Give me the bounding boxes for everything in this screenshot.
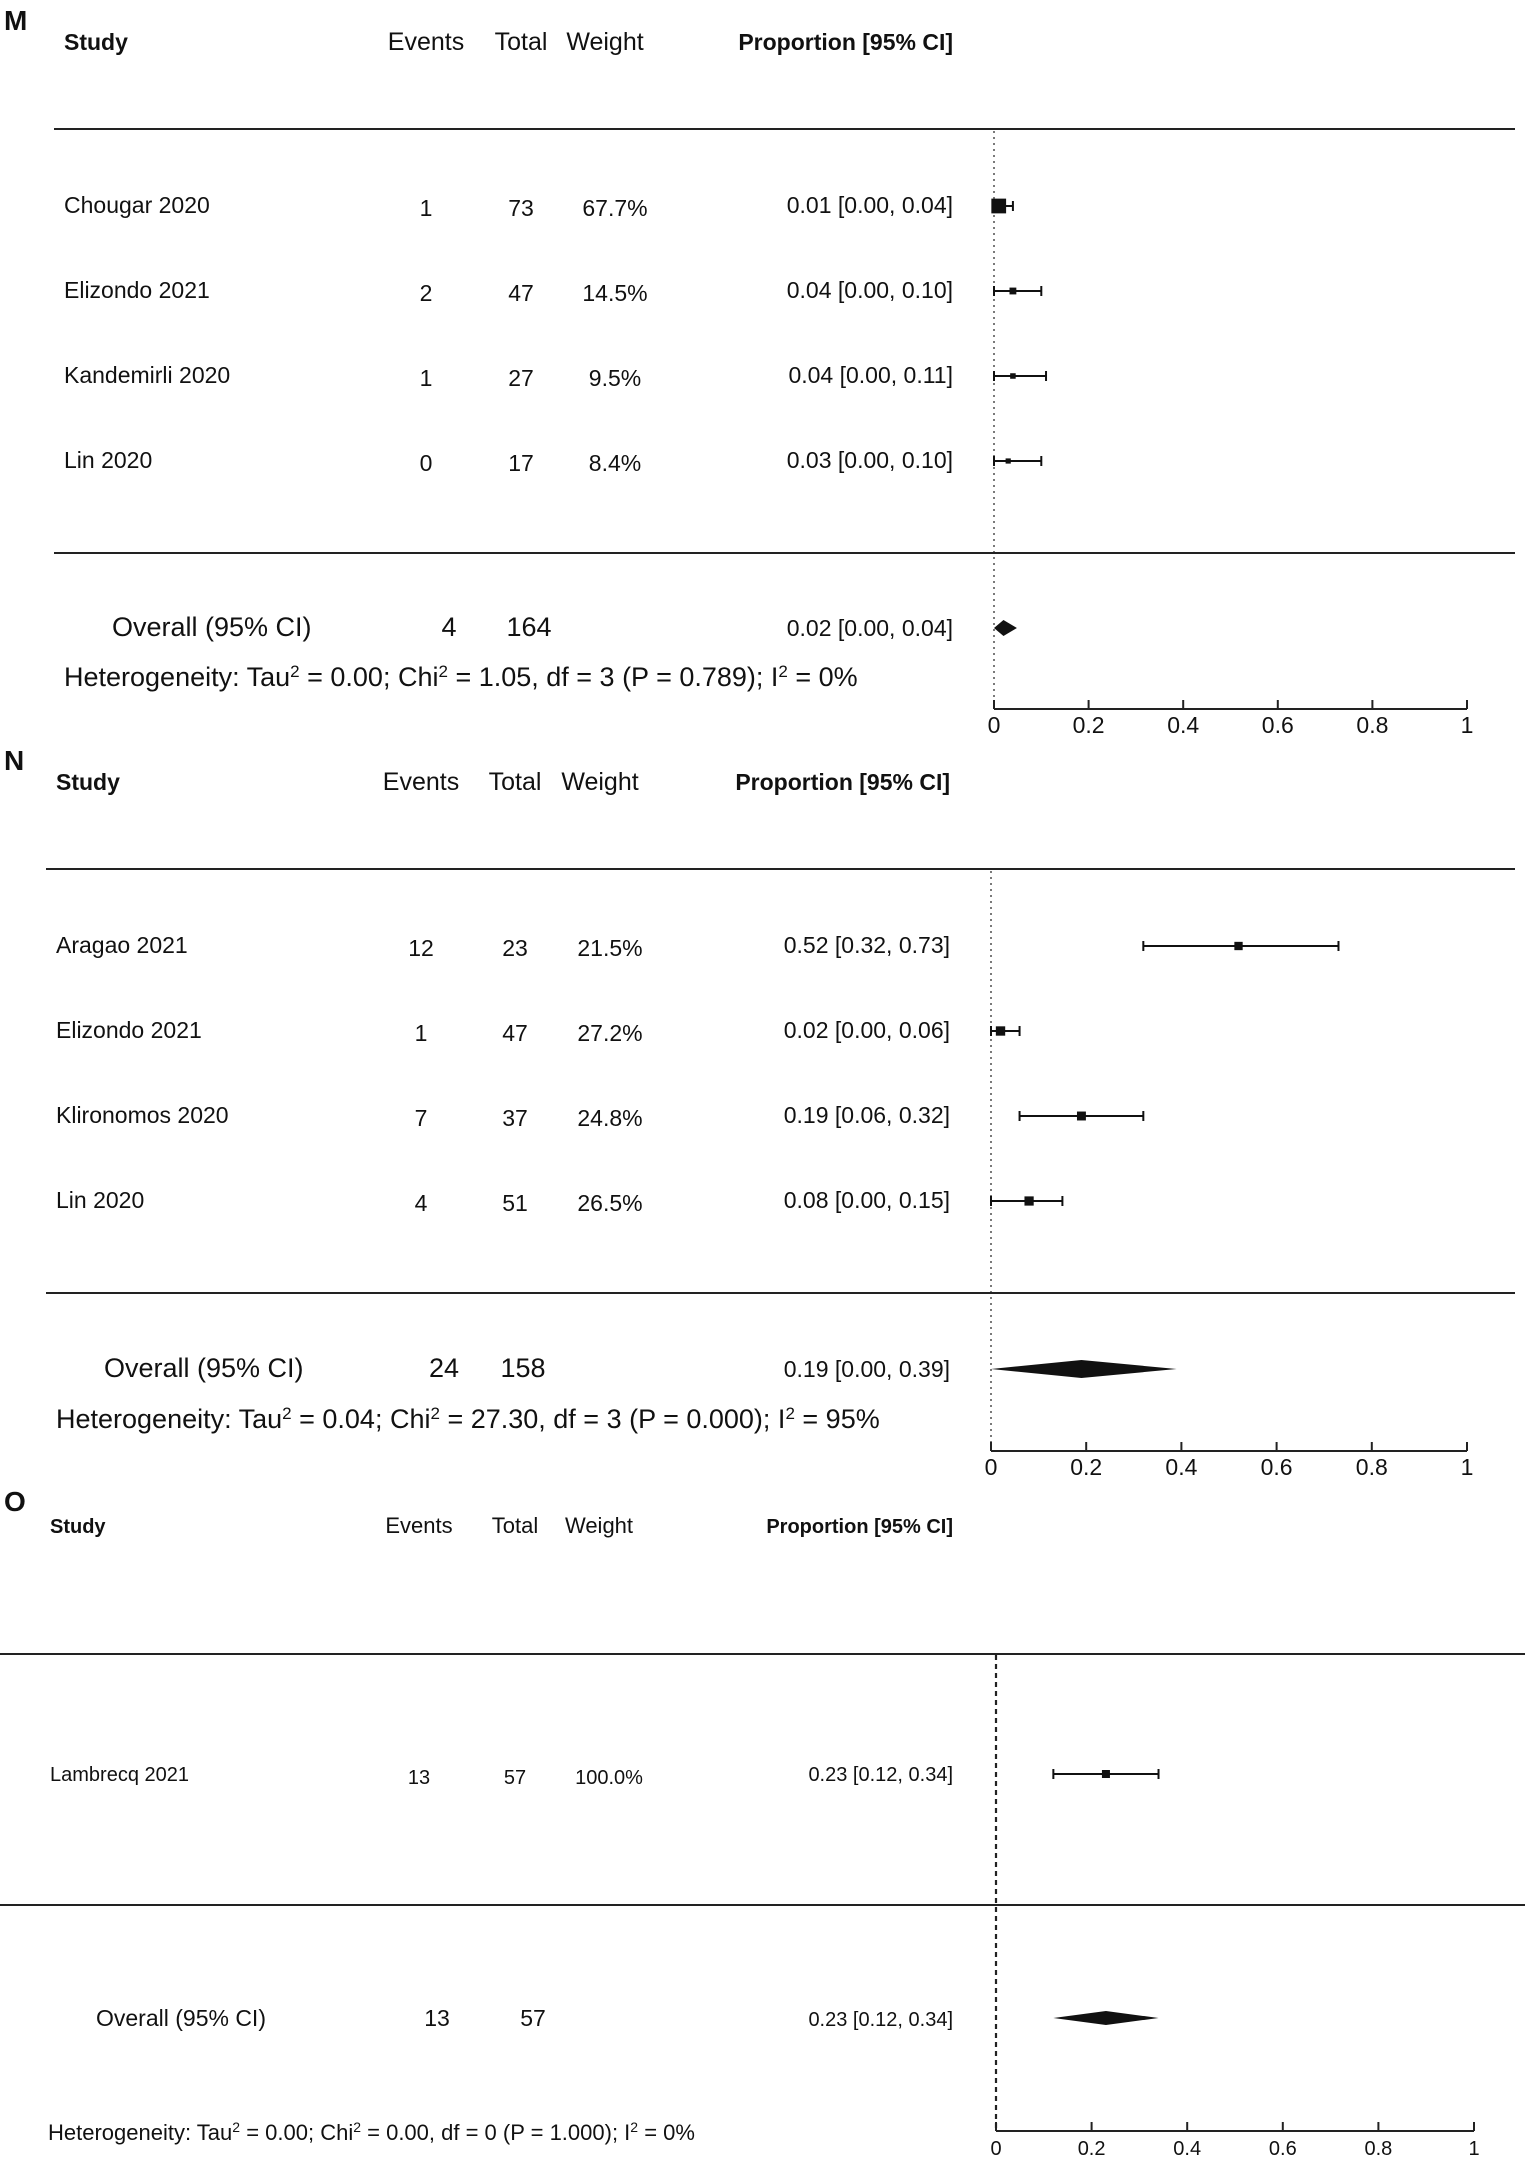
point-estimate	[1102, 1770, 1110, 1778]
panel-label: M	[4, 5, 28, 36]
panel-label: N	[4, 745, 25, 776]
overall-total: 164	[506, 612, 552, 642]
study-ci-text: 0.04 [0.00, 0.10]	[786, 277, 953, 303]
header-total: Total	[488, 768, 542, 796]
study-weight: 8.4%	[588, 450, 642, 476]
study-events: 1	[419, 365, 433, 391]
study-name: Lambrecq 2021	[50, 1764, 189, 1786]
tick-label: 0.2	[1072, 712, 1105, 738]
point-estimate	[1010, 288, 1017, 295]
study-total: 23	[502, 935, 528, 961]
study-row	[56, 1102, 1143, 1131]
overall-ci-text: 0.02 [0.00, 0.04]	[786, 615, 953, 641]
study-events: 2	[419, 280, 433, 306]
study-total: 73	[508, 195, 534, 221]
tick-label: 0.6	[1268, 2138, 1297, 2157]
overall-events: 24	[428, 1353, 460, 1383]
point-estimate	[996, 1026, 1005, 1035]
header-proportion: Proportion [95% CI]	[738, 29, 953, 55]
study-name: Lin 2020	[64, 447, 153, 473]
study-total: 17	[508, 450, 534, 476]
x-axis	[990, 2122, 1479, 2157]
text-run: Heterogeneity: Tau	[48, 2120, 233, 2145]
superscript: 2	[353, 2119, 362, 2135]
forest-panel-o	[0, 1486, 1525, 2157]
tick-label: 0.8	[1356, 712, 1389, 738]
tick-label: 0.8	[1355, 1454, 1388, 1480]
header-weight: Weight	[564, 1513, 634, 1538]
text-run: = 0.04; Chi	[291, 1404, 431, 1434]
overall-row	[104, 1353, 1177, 1383]
text-run: = 0%	[787, 662, 858, 692]
text-run: = 0.00, df = 0 (P = 1.000); I	[361, 2120, 631, 2145]
study-name: Aragao 2021	[56, 932, 188, 958]
overall-total: 57	[520, 2005, 546, 2031]
study-row	[64, 192, 1013, 221]
study-total: 57	[503, 1767, 527, 1789]
text-run: = 0%	[638, 2120, 695, 2145]
text-run: = 1.05, df = 3 (P = 0.789); I	[447, 662, 779, 692]
study-row	[64, 447, 1041, 476]
overall-events: 4	[441, 612, 457, 642]
overall-row	[112, 612, 1017, 642]
study-weight: 26.5%	[577, 1190, 643, 1216]
study-total: 51	[502, 1190, 528, 1216]
study-total: 27	[508, 365, 534, 391]
overall-label: Overall (95% CI)	[104, 1353, 304, 1383]
text-run: = 0.00; Chi	[240, 2120, 354, 2145]
tick-label: 0	[990, 2138, 1002, 2157]
tick-label: 0.4	[1167, 712, 1200, 738]
tick-label: 1	[1460, 1454, 1474, 1480]
tick-label: 0	[984, 1454, 998, 1480]
study-name: Lin 2020	[56, 1187, 145, 1213]
study-total: 47	[502, 1020, 528, 1046]
header-events: Events	[382, 768, 460, 796]
overall-diamond	[991, 1360, 1177, 1378]
header-weight: Weight	[566, 28, 644, 56]
tick-label: 1	[1460, 712, 1474, 738]
study-events: 1	[419, 195, 433, 221]
x-axis	[985, 1442, 1474, 1480]
heterogeneity-text	[64, 662, 858, 693]
superscript: 2	[430, 1403, 440, 1423]
study-events: 7	[414, 1105, 428, 1131]
study-weight: 24.8%	[577, 1105, 643, 1131]
study-row	[64, 362, 1046, 391]
study-weight: 14.5%	[582, 280, 648, 306]
study-weight: 27.2%	[577, 1020, 643, 1046]
tick-label: 0.4	[1165, 1454, 1198, 1480]
study-row	[50, 1764, 1159, 1789]
tick-label: 0.6	[1260, 1454, 1293, 1480]
tick-label: 0.8	[1364, 2138, 1393, 2157]
header-proportion: Proportion [95% CI]	[735, 769, 950, 795]
text-run: = 95%	[794, 1404, 880, 1434]
tick-label: 0.2	[1070, 1454, 1103, 1480]
overall-diamond	[1053, 2011, 1158, 2025]
header-weight: Weight	[561, 768, 639, 796]
study-name: Kandemirli 2020	[64, 362, 231, 388]
study-events: 1	[414, 1020, 428, 1046]
heterogeneity-text	[56, 1404, 880, 1435]
point-estimate	[1010, 373, 1016, 379]
heterogeneity-text	[48, 2119, 695, 2145]
study-ci-text: 0.04 [0.00, 0.11]	[788, 362, 953, 388]
forest-panel-n	[4, 745, 1515, 1480]
header-total: Total	[491, 1513, 539, 1538]
superscript: 2	[778, 661, 788, 681]
point-estimate	[1234, 942, 1242, 950]
study-name: Elizondo 2021	[56, 1017, 202, 1043]
study-ci-text: 0.08 [0.00, 0.15]	[783, 1187, 950, 1213]
tick-label: 0.4	[1173, 2138, 1202, 2157]
study-row	[64, 277, 1041, 306]
study-events: 12	[408, 935, 434, 961]
study-weight: 67.7%	[582, 195, 648, 221]
header-events: Events	[387, 28, 465, 56]
study-name: Elizondo 2021	[64, 277, 210, 303]
study-total: 37	[502, 1105, 528, 1131]
text-run: Heterogeneity: Tau	[64, 662, 291, 692]
header-total: Total	[494, 28, 548, 56]
study-row	[56, 1187, 1062, 1216]
superscript: 2	[232, 2119, 241, 2135]
x-axis	[988, 700, 1474, 738]
study-name: Klironomos 2020	[56, 1102, 229, 1128]
study-ci-text: 0.03 [0.00, 0.10]	[786, 447, 953, 473]
tick-label: 1	[1468, 2138, 1480, 2157]
superscript: 2	[282, 1403, 292, 1423]
overall-diamond	[994, 620, 1017, 636]
superscript: 2	[785, 1403, 795, 1423]
superscript: 2	[290, 661, 300, 681]
study-ci-text: 0.02 [0.00, 0.06]	[783, 1017, 950, 1043]
overall-label: Overall (95% CI)	[96, 2005, 266, 2031]
header-events: Events	[385, 1513, 453, 1538]
study-ci-text: 0.19 [0.06, 0.32]	[783, 1102, 950, 1128]
tick-label: 0	[987, 712, 1001, 738]
header-study: Study	[50, 1516, 106, 1538]
study-name: Chougar 2020	[64, 192, 210, 218]
study-ci-text: 0.23 [0.12, 0.34]	[808, 1764, 953, 1786]
point-estimate	[1077, 1112, 1086, 1121]
study-events: 13	[407, 1767, 431, 1789]
text-run: = 27.30, df = 3 (P = 0.000); I	[439, 1404, 786, 1434]
overall-ci-text: 0.19 [0.00, 0.39]	[783, 1356, 950, 1382]
point-estimate	[1006, 458, 1011, 463]
overall-total: 158	[500, 1353, 546, 1383]
study-row	[56, 1017, 1020, 1046]
study-weight: 9.5%	[588, 365, 642, 391]
text-run: = 0.00; Chi	[299, 662, 439, 692]
overall-label: Overall (95% CI)	[112, 612, 312, 642]
header-proportion: Proportion [95% CI]	[766, 1516, 953, 1538]
overall-ci-text: 0.23 [0.12, 0.34]	[808, 2009, 953, 2031]
text-run: Heterogeneity: Tau	[56, 1404, 283, 1434]
point-estimate	[1024, 1196, 1033, 1205]
study-weight: 21.5%	[577, 935, 643, 961]
study-row	[56, 932, 1338, 961]
header-study: Study	[64, 29, 128, 55]
overall-events: 13	[424, 2005, 450, 2031]
header-study: Study	[56, 769, 120, 795]
superscript: 2	[630, 2119, 639, 2135]
study-ci-text: 0.01 [0.00, 0.04]	[786, 192, 953, 218]
tick-label: 0.2	[1077, 2138, 1106, 2157]
study-weight: 100.0%	[575, 1767, 643, 1789]
point-estimate	[991, 199, 1006, 214]
overall-row	[96, 2005, 1159, 2031]
study-ci-text: 0.52 [0.32, 0.73]	[783, 932, 950, 958]
study-events: 0	[419, 450, 433, 476]
tick-label: 0.6	[1261, 712, 1294, 738]
study-events: 4	[414, 1190, 428, 1216]
superscript: 2	[438, 661, 448, 681]
panel-label: O	[4, 1486, 26, 1517]
forest-panel-m	[4, 5, 1515, 738]
study-total: 47	[508, 280, 534, 306]
